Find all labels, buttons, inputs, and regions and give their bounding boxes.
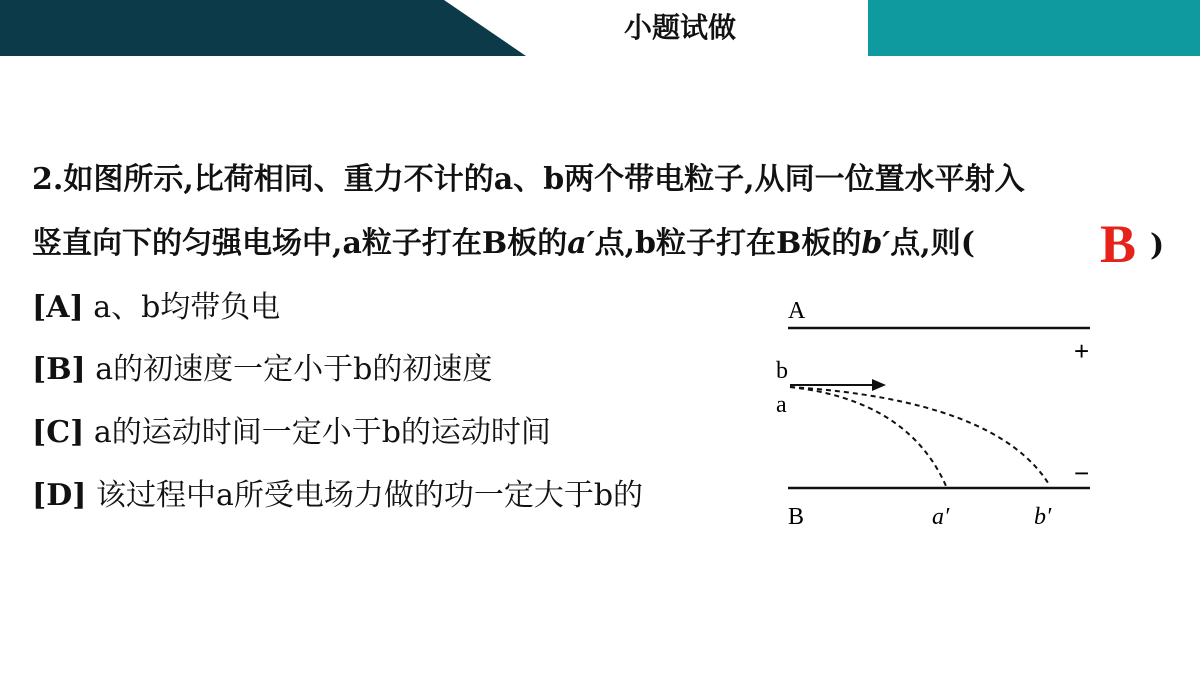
option-c[interactable] — [32, 413, 551, 453]
question-line-2-part-a: 竖直向下的匀强电场中,a粒子打在B板的 — [32, 226, 568, 261]
point-a-prime-label: a′ — [932, 504, 950, 530]
plate-b-label: B — [788, 504, 805, 530]
particle-b-label: b — [776, 358, 788, 384]
header-dark-band — [0, 0, 526, 56]
minus-sign: − — [1074, 458, 1090, 488]
option-d-text: 该过程中a所受电场力做的功一定大于b的 — [95, 478, 644, 513]
plus-sign: + — [1074, 336, 1090, 366]
option-a[interactable] — [32, 288, 280, 328]
plate-a-label: A — [788, 298, 806, 324]
page-title: 小题试做 — [623, 11, 736, 44]
question-line-2 — [32, 224, 975, 264]
option-b-label: [B] — [32, 352, 86, 387]
question-line-1: 2.如图所示,比荷相同、重力不计的a、b两个带电粒子,从同一位置水平射入 — [32, 162, 1025, 197]
option-c-label: [C] — [32, 415, 85, 450]
point-b-prime-label: b′ — [1034, 504, 1052, 530]
option-c-text: a的运动时间一定小于b的运动时间 — [93, 415, 551, 450]
point-b-prime-inline: b′ — [861, 226, 891, 261]
option-b[interactable] — [32, 350, 492, 390]
option-d-label: [D] — [32, 478, 87, 513]
option-a-label: [A] — [32, 290, 84, 325]
option-a-text: a、b均带负电 — [93, 290, 281, 325]
trajectory-a — [790, 387, 946, 486]
option-d[interactable] — [32, 476, 643, 516]
question-line-2-part-c: 点,则( — [890, 226, 975, 261]
option-b-text: a的初速度一定小于b的初速度 — [95, 352, 493, 387]
header-teal-band — [868, 0, 1200, 56]
question-line-2-part-b: 点,b粒子打在B板的 — [594, 226, 862, 261]
arrow-head-icon — [872, 379, 886, 391]
point-a-prime-inline: a′ — [567, 226, 595, 261]
trajectory-b — [790, 387, 1050, 486]
particle-a-label: a — [776, 392, 787, 418]
close-paren: ) — [1150, 228, 1165, 263]
field-diagram — [768, 290, 1108, 540]
answer-mark: B — [1100, 214, 1137, 274]
